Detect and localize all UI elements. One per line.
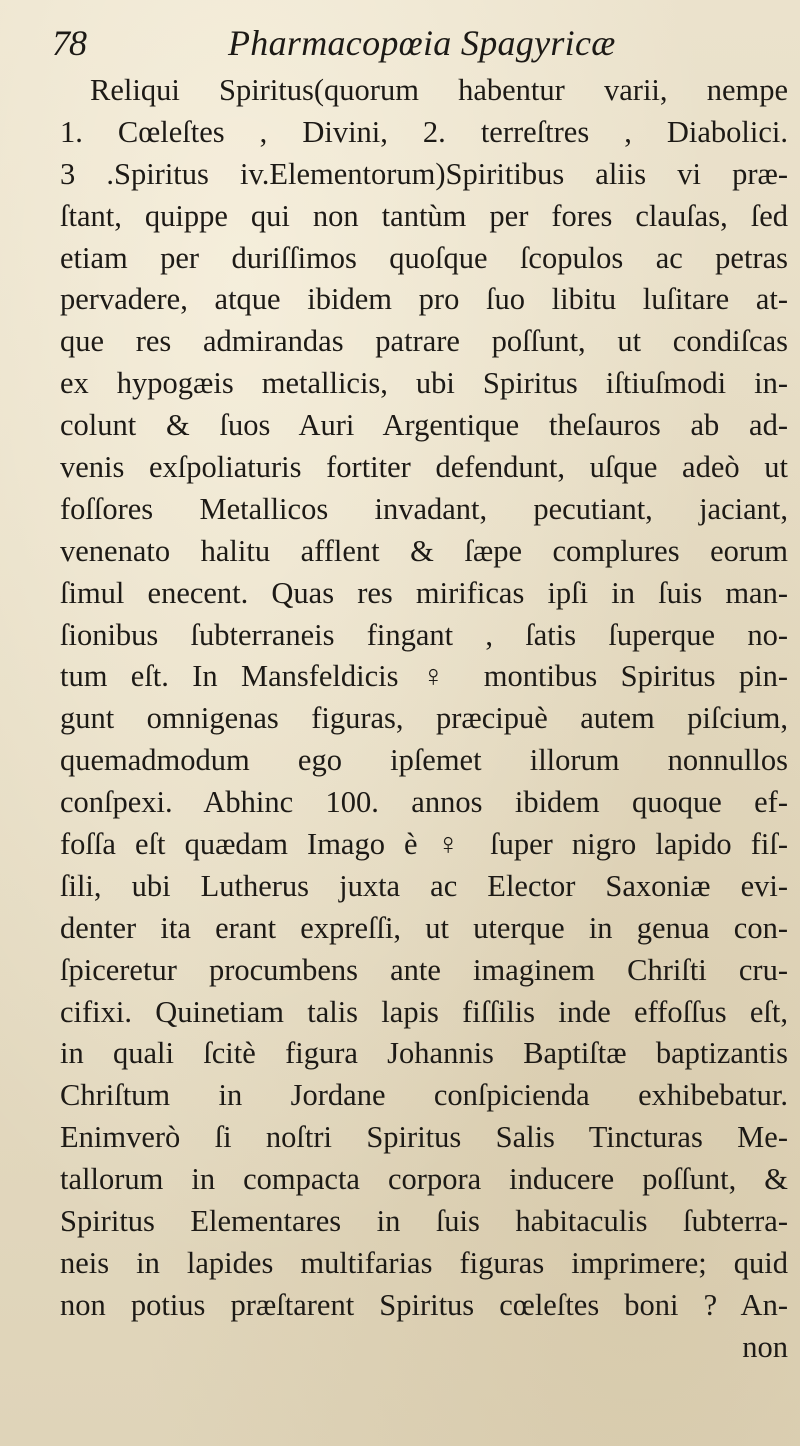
text-line: ſimul enecent. Quas res mirificas ipſi in ſuis man- [60,575,788,610]
text-line: tum eſt. In Mansfeldicis ♀ montibus Spiritus pin- [60,659,788,694]
text-line: pervadere, atque ibidem pro ſuo libitu luſitare at- [60,282,788,317]
text-line: quemadmodum ego ipſemet illorum nonnullos [60,743,788,778]
running-head [52,16,740,68]
text-line: cifixi. Quinetiam talis lapis fiſſilis inde effoſſus eſt, [60,994,788,1029]
catchword: non [742,1329,788,1364]
text-line: conſpexi. Abhinc 100. annos ibidem quoque ef- [60,785,788,820]
text-line: 1. Cœleſtes , Divini, 2. terreſtres , Diabolici. [60,114,788,149]
text-line: ex hypogæis metallicis, ubi Spiritus iſtiuſmodi in- [60,366,788,401]
text-line: que res admirandas patrare poſſunt, ut condiſcas [60,324,788,359]
text-line: ſtant, quippe qui non tantùm per fores clauſas, ſed [60,198,788,233]
text-line: etiam per duriſſimos quoſque ſcopulos ac petras [60,240,788,275]
text-line: Chriſtum in Jordane conſpicienda exhibebatur. [60,1078,788,1113]
running-title: Pharmacopœia Spagyricæ [228,23,616,63]
text-line: ſpiceretur procumbens ante imaginem Chriſti cru- [60,952,788,987]
text-line: venenato halitu afflent & ſæpe complures eorum [60,533,788,568]
text-line: foſſores Metallicos invadant, pecutiant, jaciant, [60,491,788,526]
text-line: foſſa eſt quædam Imago è ♀ ſuper nigro lapido fiſ- [60,827,788,862]
text-line: neis in lapides multifarias figuras imprimere; quid [60,1245,788,1280]
text-line: venis exſpoliaturis fortiter defendunt, uſque adeò ut [60,450,788,485]
text-line: 3 .Spiritus iv.Elementorum)Spiritibus aliis vi præ- [60,156,788,191]
text-line: non potius præſtarent Spiritus cœleſtes boni ? An- [60,1287,788,1322]
text-line: ſionibus ſubterraneis fingant , ſatis ſuperque no- [60,617,788,652]
text-line: Spiritus Elementares in ſuis habitaculis ſubterra- [60,1204,788,1239]
text-line: gunt omnigenas figuras, præcipuè autem piſcium, [60,701,788,736]
text-line: Enimverò ſi noſtri Spiritus Salis Tincturas Me- [60,1120,788,1155]
page-number: 78 [52,23,86,63]
text-line: Reliqui Spiritus(quorum habentur varii, nempe [90,73,788,107]
text-line: in quali ſcitè figura Johannis Baptiſtæ baptizantis [60,1036,788,1071]
body-text [60,70,788,1369]
text-line: denter ita erant expreſſi, ut uterque in genua con- [60,910,788,945]
text-line: ſili, ubi Lutherus juxta ac Elector Saxoniæ evi- [60,868,788,903]
text-line: colunt & ſuos Auri Argentique theſauros ab ad- [60,408,788,443]
text-line: tallorum in compacta corpora inducere poſſunt, & [60,1162,788,1197]
